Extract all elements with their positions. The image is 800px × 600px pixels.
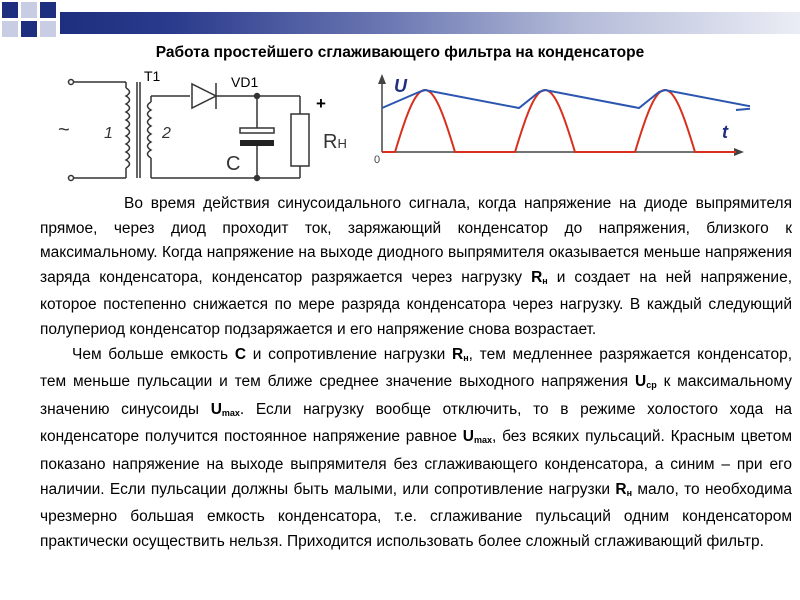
decor-square (21, 21, 37, 37)
y-axis-arrow (378, 74, 386, 84)
symbol-U-max: $U_{max}$ (462, 428, 493, 446)
symbol-R: $R_н$ (452, 345, 469, 363)
plus-sign: + (316, 94, 326, 113)
input-terminal (69, 176, 74, 181)
decor-square (2, 21, 18, 37)
winding-1-label: 1 (104, 125, 113, 142)
symbol-C: C (234, 345, 247, 363)
decor-square (40, 21, 56, 37)
decor-square (2, 2, 18, 18)
decor-square (40, 2, 56, 18)
decor-square (21, 2, 37, 18)
capacitor-plate-positive (240, 128, 274, 133)
symbol-U-max: $U_{max}$ (210, 400, 240, 418)
paragraph-1: Во время действия синусоидального сигнала, когда напряжение на диоде выпрямителя прямое, через диод проходит ток, заряжающий конденсатор до напряжения, близкого к максимальному. Когда напряжение на выходе диодного выпрямителя оказывается меньше напряжения заряда конденсатора, конденсатор разряжается через нагрузку $R_н$ и создает на ней напряжение, которое постепенно снижается по мере разряда конденсатора через нагрузку. В каждый следующий полупериод конденсатор подзаряжается и его напряжение снова возрастает. (40, 195, 793, 338)
waveform-graph (370, 70, 750, 170)
header-gradient-bar (60, 12, 800, 34)
diode-label: VD1 (231, 74, 259, 90)
symbol-U-avg: $U_{ср}$ (635, 373, 657, 391)
symbol-R: $R_н$ (531, 268, 548, 286)
junction-dot (255, 176, 260, 181)
winding-2-label: 2 (162, 125, 171, 142)
load-resistor-symbol (291, 114, 309, 166)
ac-source-symbol: ~ (58, 119, 70, 141)
filtered-voltage-curve (382, 90, 750, 110)
secondary-winding (148, 96, 152, 178)
explanation-text (40, 192, 792, 554)
junction-dot (255, 94, 260, 99)
y-axis-label: U (394, 76, 407, 96)
load-label: RН (323, 131, 347, 153)
primary-winding (126, 82, 130, 178)
rectifier-circuit-diagram (50, 66, 350, 191)
diode-symbol (192, 84, 216, 108)
unfiltered-voltage-curve (382, 90, 736, 152)
slide-title: Работа простейшего сглаживающего фильтра на конденсаторе (155, 44, 645, 61)
capacitor-plate-negative (240, 140, 274, 146)
input-terminal (69, 80, 74, 85)
capacitor-label: C (226, 153, 241, 175)
transformer-label: T1 (144, 68, 161, 84)
x-axis-label: t (722, 122, 728, 142)
symbol-R: $R_н$ (615, 480, 633, 498)
origin-label: 0 (374, 154, 381, 166)
paragraph-2: Чем больше емкость C и сопротивление нагрузки $R_н$, тем медленнее разряжается конденсатор, тем меньше пульсации и тем ближе среднее значение выходного напряжения $U_{ср}$ к максимальному значению синусоиды $U_{max}$. Если нагрузку вообще отключить, то в режиме холостого хода на конденсаторе получится постоянное напряжение равное $U_{max}$, без всяких пульсаций. Красным цветом показано напряжение на выходе выпрямителя без сглаживающего конденсатора, а синим – при его наличии. Если пульсации должны быть малыми, или сопротивление нагрузки $R_н$ мало, то необходима чрезмерно большая емкость конденсатора, т.е. сглаживание пульсаций одним конденсатором практически осуществить нельзя. Приходится использовать более сложный сглаживающий фильтр. (40, 345, 793, 550)
header-decoration (0, 0, 800, 40)
